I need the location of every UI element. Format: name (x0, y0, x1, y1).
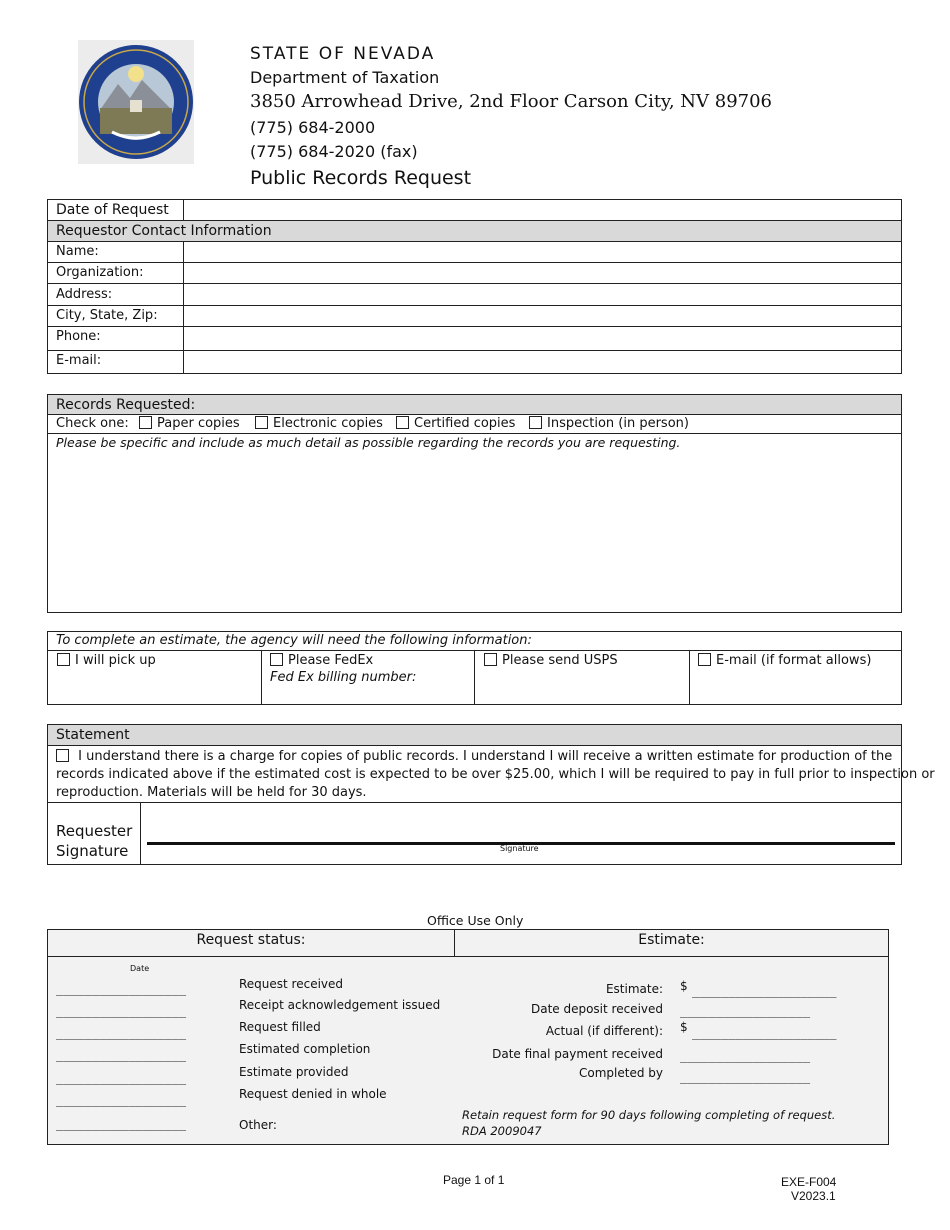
statement-line-3: reproduction. Materials will be held for 30 days. (56, 785, 367, 800)
completed-by-blank[interactable]: __________________ (680, 1070, 811, 1084)
date-caption: Date (130, 964, 150, 973)
inspection-label: Inspection (in person) (547, 416, 689, 431)
signature-label-line1: Requester (56, 822, 133, 840)
statement-section (47, 724, 935, 865)
name-input[interactable] (184, 242, 901, 262)
phone-label: Phone: (56, 329, 101, 344)
fedex-option[interactable] (270, 652, 373, 670)
organization-input[interactable] (184, 263, 901, 283)
completed-by-label: Completed by (579, 1066, 663, 1080)
status-item: Request filled (239, 1020, 321, 1034)
deposit-date-blank[interactable]: __________________ (680, 1004, 811, 1018)
retain-notice: Retain request form for 90 days following completing of request. (462, 1108, 836, 1122)
date-of-request-input[interactable] (184, 200, 901, 220)
fedex-checkbox[interactable] (270, 653, 283, 666)
status-item: Other: (239, 1118, 277, 1132)
status-date-blank[interactable]: __________________ (56, 1004, 187, 1018)
electronic-copies-checkbox[interactable] (255, 416, 268, 429)
pick-up-checkbox[interactable] (57, 653, 70, 666)
department-address: 3850 Arrowhead Drive, 2nd Floor Carson City, NV 89706 (250, 91, 773, 112)
status-date-blank[interactable]: __________________ (56, 1048, 187, 1062)
deposit-date-label: Date deposit received (530, 1002, 663, 1016)
form-code: EXE-F004 (781, 1175, 837, 1189)
electronic-copies-option[interactable] (255, 415, 383, 433)
form-version: V2023.1 (791, 1189, 836, 1203)
records-instructions: Please be specific and include as much detail as possible regarding the records you are requesting. (56, 435, 681, 450)
status-date-blank[interactable]: __________________ (56, 1093, 187, 1107)
status-item: Receipt acknowledgement issued (239, 998, 441, 1012)
certified-copies-checkbox[interactable] (396, 416, 409, 429)
department-name: Department of Taxation (250, 68, 440, 87)
phone-input[interactable] (184, 327, 901, 350)
email-input[interactable] (184, 351, 901, 374)
paper-copies-label: Paper copies (157, 416, 240, 431)
estimate-header: Estimate: (638, 932, 705, 948)
city-state-zip-input[interactable] (184, 306, 901, 326)
address-label: Address: (56, 287, 113, 302)
signature-label-line2: Signature (56, 842, 129, 860)
paper-copies-checkbox[interactable] (139, 416, 152, 429)
estimate-info-title: To complete an estimate, the agency will need the following information: (56, 633, 532, 648)
contact-info-section (47, 199, 902, 374)
paper-copies-option[interactable] (139, 415, 240, 433)
page-number: Page 1 of 1 (443, 1173, 505, 1187)
check-one-label: Check one: (56, 416, 129, 431)
status-date-blank[interactable]: __________________ (56, 1117, 187, 1131)
form-title: Public Records Request (250, 167, 472, 189)
fedex-label: Please FedEx (288, 653, 374, 668)
status-item: Estimated completion (239, 1042, 371, 1056)
email-delivery-checkbox[interactable] (698, 653, 711, 666)
usps-checkbox[interactable] (484, 653, 497, 666)
actual-blank[interactable]: ____________________ (692, 1026, 837, 1040)
office-use-title: Office Use Only (427, 913, 524, 928)
records-section-title: Records Requested: (56, 397, 196, 413)
status-date-blank[interactable]: __________________ (56, 1071, 187, 1085)
records-description-input[interactable] (48, 453, 901, 612)
statement-line-2: records indicated above if the estimated cost is expected to be over $25.00, which I will be required to pay in full prior to inspection or (56, 767, 935, 782)
email-delivery-label: E-mail (if format allows) (716, 653, 872, 668)
name-label: Name: (56, 244, 99, 259)
city-state-zip-label: City, State, Zip: (56, 308, 158, 323)
status-item: Request denied in whole (239, 1087, 387, 1101)
signature-caption: Signature (500, 844, 539, 853)
usps-label: Please send USPS (502, 653, 618, 668)
dollar-sign: $ (680, 979, 688, 993)
inspection-option[interactable] (529, 415, 689, 433)
inspection-checkbox[interactable] (529, 416, 542, 429)
estimate-label: Estimate: (605, 982, 663, 996)
fedex-billing-label: Fed Ex billing number: (270, 670, 417, 685)
statement-agree-checkbox[interactable] (56, 749, 69, 762)
status-date-blank[interactable]: __________________ (56, 1026, 187, 1040)
status-item: Request received (239, 977, 344, 991)
statement-title: Statement (56, 727, 130, 743)
state-name: STATE OF NEVADA (250, 44, 436, 64)
final-payment-label: Date final payment received (492, 1047, 663, 1061)
pick-up-option[interactable] (57, 652, 156, 670)
office-use-section (47, 929, 889, 1145)
delivery-method-section (47, 631, 902, 705)
pick-up-label: I will pick up (75, 653, 156, 668)
usps-option[interactable] (484, 652, 618, 670)
request-status-header: Request status: (196, 932, 306, 948)
department-phone: (775) 684-2000 (250, 118, 376, 137)
electronic-copies-label: Electronic copies (273, 416, 383, 431)
status-date-blank[interactable]: __________________ (56, 982, 187, 996)
dollar-sign: $ (680, 1020, 688, 1034)
nevada-seal (78, 40, 194, 164)
estimate-blank[interactable]: ____________________ (692, 984, 837, 998)
certified-copies-label: Certified copies (414, 416, 516, 431)
organization-label: Organization: (56, 265, 144, 280)
rda-number: RDA 2009047 (462, 1124, 542, 1138)
final-payment-blank[interactable]: __________________ (680, 1049, 811, 1063)
certified-copies-option[interactable] (396, 415, 515, 433)
statement-line-1: I understand there is a charge for copies of public records. I understand I will receive a written estimate for production of the (78, 749, 893, 764)
status-item: Estimate provided (239, 1065, 349, 1079)
contact-section-title: Requestor Contact Information (56, 223, 272, 239)
department-fax: (775) 684-2020 (fax) (250, 142, 418, 161)
records-requested-section (47, 394, 902, 613)
date-of-request-label: Date of Request (56, 202, 169, 218)
email-delivery-option[interactable] (698, 652, 871, 670)
address-input[interactable] (184, 284, 901, 305)
email-label: E-mail: (56, 353, 102, 368)
actual-label: Actual (if different): (545, 1024, 663, 1038)
